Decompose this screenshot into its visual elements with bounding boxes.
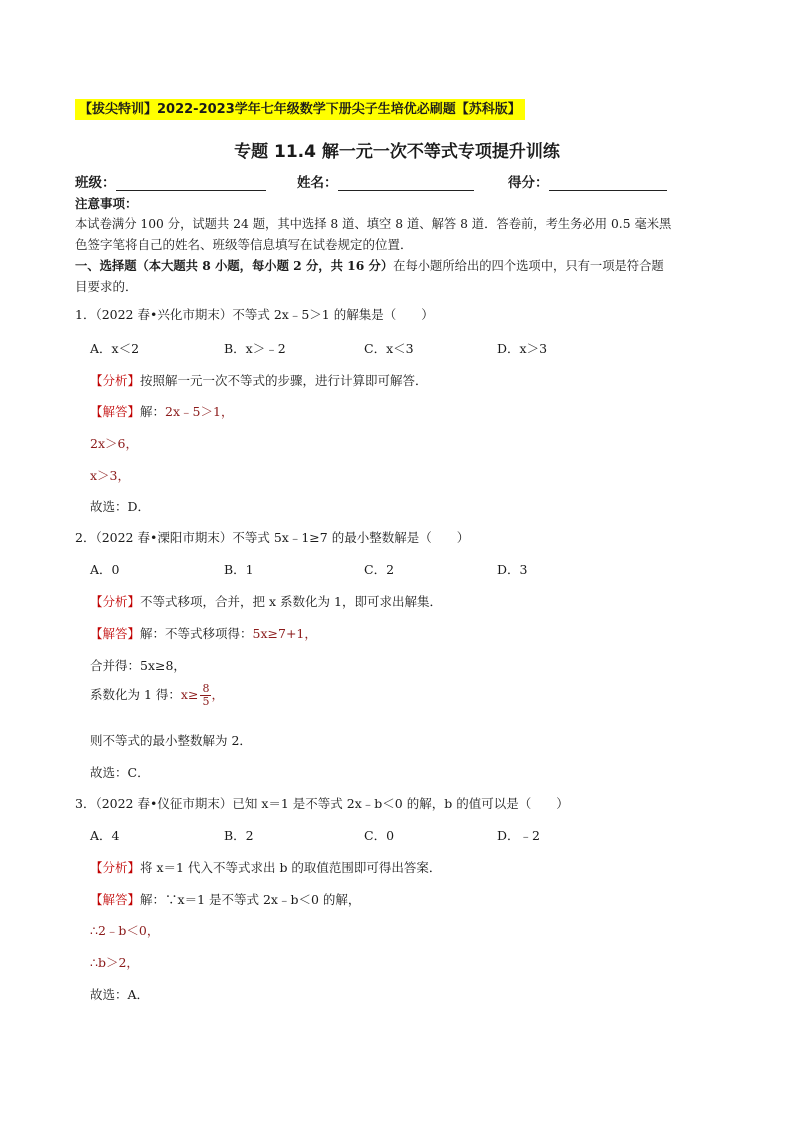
analysis-text: 将 x＝1 代入不等式求出 b 的取值范围即可得出答案． bbox=[140, 860, 442, 875]
question-3-step-3: 故选：A． bbox=[90, 987, 150, 1002]
name-field bbox=[297, 171, 474, 191]
question-1-step-3: 故选：D． bbox=[90, 499, 151, 514]
coef-expr: x≥ bbox=[180, 687, 199, 702]
page-title: 专题 11.4 解一元一次不等式专项提升训练 bbox=[234, 142, 560, 162]
class-field bbox=[75, 171, 266, 191]
analysis-text: 按照解一元一次不等式的步骤，进行计算即可解答． bbox=[140, 373, 428, 388]
question-3-analysis bbox=[90, 858, 441, 876]
question-3-stem: 3．（2022 春•仪征市期末）已知 x＝1 是不等式 2x﹣b＜0 的解，b 的值可以是（ ） bbox=[75, 796, 569, 811]
name-label: 姓名： bbox=[297, 175, 338, 191]
score-field bbox=[508, 171, 667, 191]
class-label: 班级： bbox=[75, 175, 116, 191]
fraction-denominator: 5 bbox=[202, 695, 210, 708]
question-2-step-4: 故选：C． bbox=[90, 765, 150, 780]
section-heading-line-2: 目要求的． bbox=[75, 279, 138, 294]
question-2-coef-step bbox=[90, 683, 224, 708]
solution-first-step: 5x≥7+1， bbox=[252, 626, 317, 641]
section-heading bbox=[75, 256, 664, 274]
header-banner: 【拔尖特训】2022-2023学年七年级数学下册尖子生培优必刷题【苏科版】 bbox=[75, 99, 525, 120]
notice-line-1: 本试卷满分 100 分，试题共 24 题，其中选择 8 道、填空 8 道、解答 8 道．答卷前，考生务必用 0.5 毫米黑 bbox=[75, 217, 672, 231]
question-1-option-d: D．x＞3 bbox=[497, 341, 548, 356]
question-2-option-c: C．2 bbox=[364, 562, 395, 577]
question-3-option-a: A．4 bbox=[90, 828, 120, 843]
solution-first-step: 2x﹣5＞1， bbox=[165, 404, 234, 419]
question-2-step-3: 则不等式的最小整数解为 2． bbox=[90, 733, 252, 748]
question-1-step-1: 2x＞6， bbox=[90, 436, 138, 451]
question-3-option-c: C．0 bbox=[364, 828, 395, 843]
question-2-option-d: D．3 bbox=[497, 562, 528, 577]
coef-tail: ， bbox=[211, 687, 224, 702]
notice-heading: 注意事项： bbox=[75, 196, 138, 211]
question-1-stem: 1．（2022 春•兴化市期末）不等式 2x﹣5＞1 的解集是（ ） bbox=[75, 307, 434, 322]
question-3-option-b: B．2 bbox=[224, 828, 254, 843]
notice-line-2: 色签字笔将自己的姓名、班级等信息填写在试卷规定的位置． bbox=[75, 237, 413, 252]
question-2-option-a: A．0 bbox=[90, 562, 120, 577]
question-3-option-d: D．﹣2 bbox=[497, 828, 540, 843]
question-2-stem: 2．（2022 春•溧阳市期末）不等式 5x﹣1≥7 的最小整数解是（ ） bbox=[75, 530, 470, 545]
coef-label: 系数化为 1 得： bbox=[90, 687, 181, 702]
question-3-step-1: ∴2﹣b＜0， bbox=[90, 923, 160, 938]
question-3-solution bbox=[90, 890, 360, 908]
solution-tag: 【解答】 bbox=[90, 404, 141, 419]
question-1-option-c: C．x＜3 bbox=[364, 341, 414, 356]
solution-tag: 【解答】 bbox=[90, 626, 141, 641]
question-2-option-b: B．1 bbox=[224, 562, 254, 577]
section-heading-bold: 一、选择题（本大题共 8 小题，每小题 2 分，共 16 分） bbox=[75, 258, 394, 273]
question-2-solution bbox=[90, 624, 317, 642]
class-blank bbox=[116, 176, 266, 191]
section-heading-rest: 在每小题所给出的四个选项中，只有一项是符合题 bbox=[393, 259, 664, 273]
name-blank bbox=[338, 176, 474, 191]
solution-prefix: 解：∵x＝1 是不等式 2x﹣b＜0 的解， bbox=[140, 892, 361, 907]
solution-prefix: 解：不等式移项得： bbox=[140, 626, 253, 641]
question-1-solution bbox=[90, 402, 233, 420]
solution-prefix: 解： bbox=[140, 404, 166, 419]
question-2-step-1: 合并得：5x≥8， bbox=[90, 658, 186, 673]
solution-tag: 【解答】 bbox=[90, 892, 141, 907]
question-1-option-b: B．x＞﹣2 bbox=[224, 341, 286, 356]
question-1-step-2: x＞3， bbox=[90, 468, 131, 483]
fraction bbox=[200, 683, 211, 708]
analysis-text: 不等式移项，合并，把 x 系数化为 1，即可求出解集． bbox=[140, 594, 442, 609]
question-1-analysis bbox=[90, 371, 428, 389]
fraction-numerator: 8 bbox=[202, 682, 210, 695]
analysis-tag: 【分析】 bbox=[90, 594, 141, 609]
analysis-tag: 【分析】 bbox=[90, 373, 141, 388]
score-label: 得分： bbox=[508, 175, 549, 191]
question-1-option-a: A．x＜2 bbox=[90, 341, 140, 356]
question-2-analysis bbox=[90, 592, 442, 610]
score-blank bbox=[549, 176, 667, 191]
question-3-step-2: ∴b＞2， bbox=[90, 955, 139, 970]
analysis-tag: 【分析】 bbox=[90, 860, 141, 875]
